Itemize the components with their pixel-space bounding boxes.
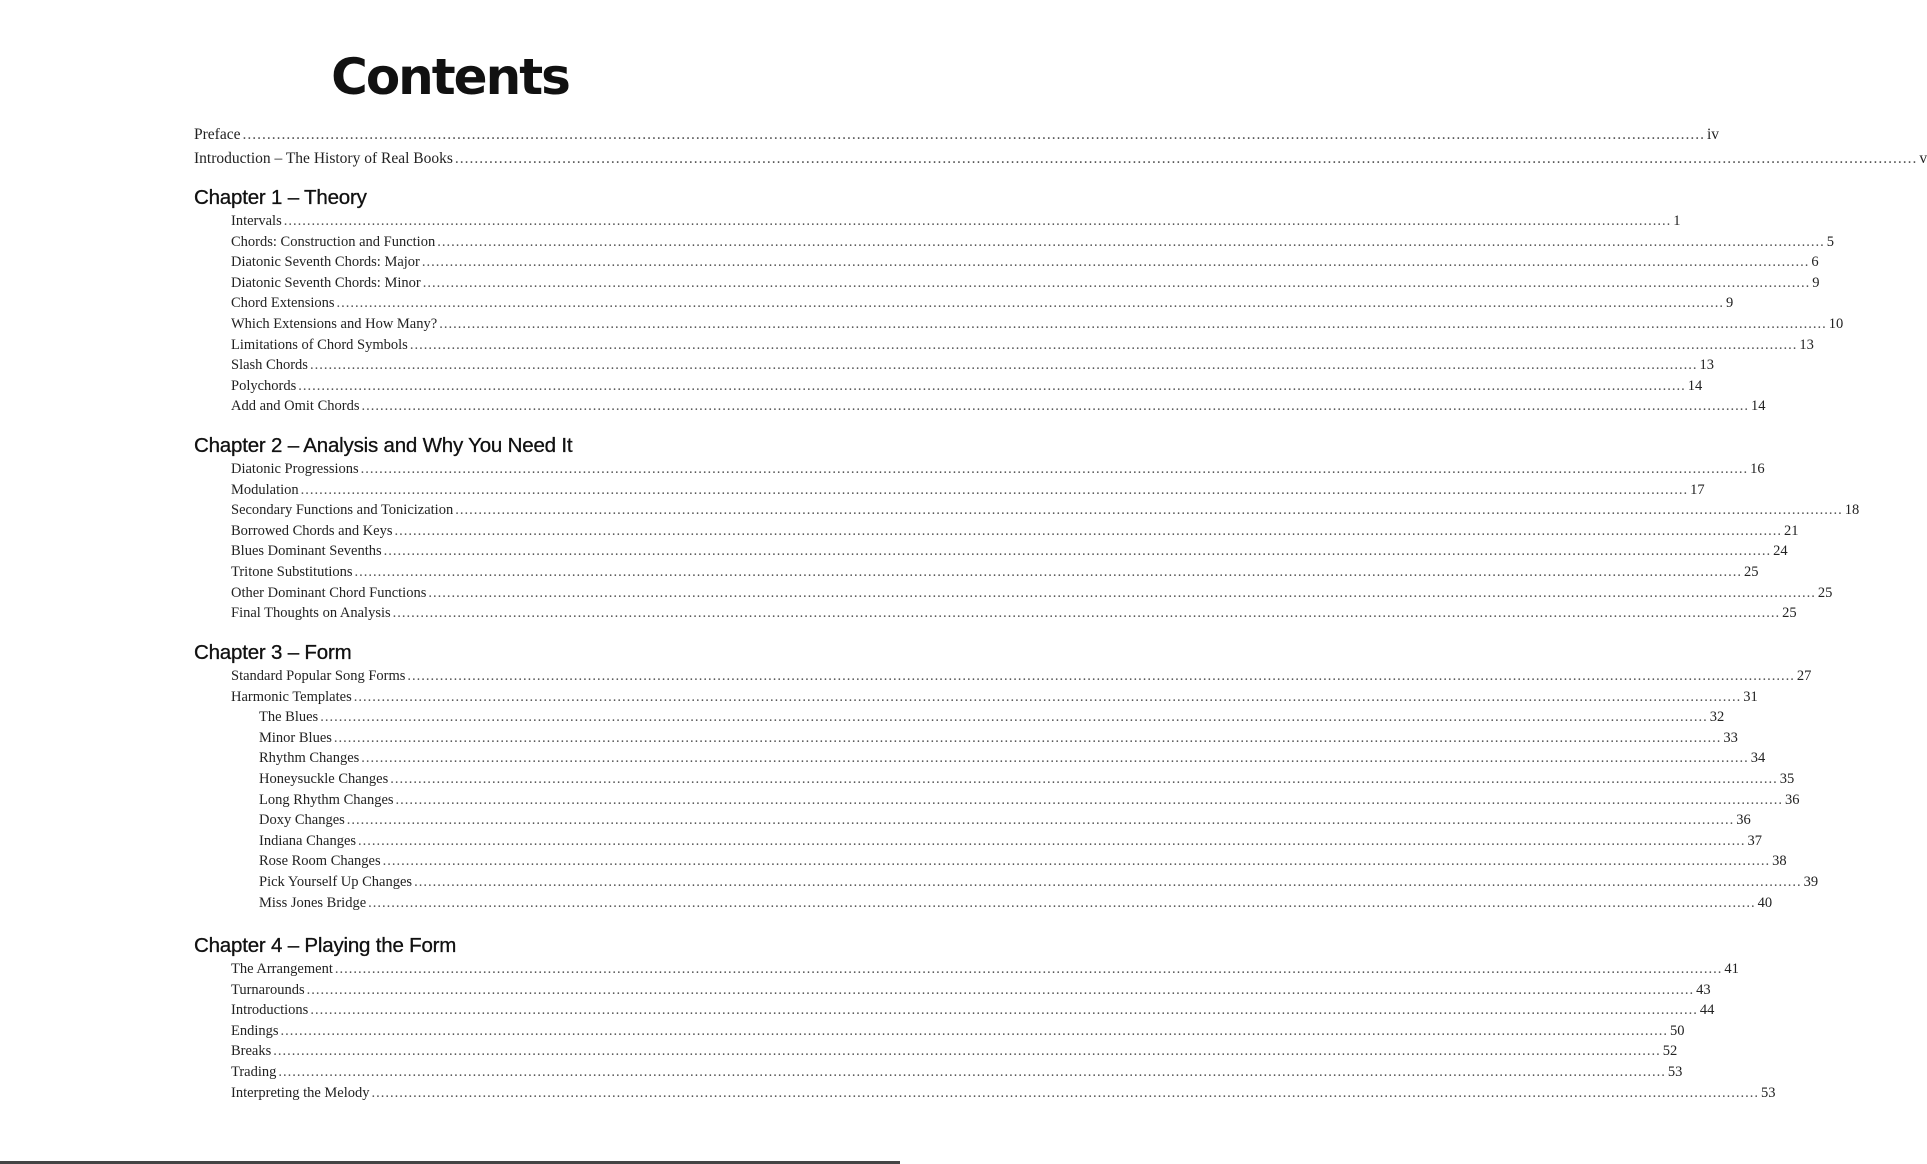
toc-entry-page: 43	[1696, 982, 1711, 998]
toc-entry-title: Miss Jones Bridge	[259, 895, 367, 911]
toc-entry-page: 5	[1826, 234, 1834, 250]
dot-leader: ............................................................................................................................................................................................................................................................................................................	[455, 502, 1843, 518]
toc-entry[interactable]	[231, 357, 1714, 377]
dot-leader: ............................................................................................................................................................................................................................................................................................................	[310, 1002, 1698, 1018]
toc-entry-page: 25	[1782, 605, 1797, 621]
toc-entry-title: Secondary Functions and Tonicization	[231, 502, 454, 518]
dot-leader: ............................................................................................................................................................................................................................................................................................................	[371, 1085, 1760, 1101]
toc-entry-title: The Blues	[259, 709, 319, 725]
toc-entry[interactable]	[231, 213, 1681, 233]
page-title: Contents	[331, 48, 569, 106]
toc-entry-title: Slash Chords	[231, 357, 308, 373]
chapter-heading[interactable]: Chapter 2 – Analysis and Why You Need It	[194, 434, 573, 457]
toc-entry-page: 14	[1687, 378, 1703, 394]
toc-entry-page: 35	[1779, 771, 1795, 787]
toc-entry-page: 41	[1724, 961, 1739, 977]
toc-entry-title: Standard Popular Song Forms	[231, 668, 406, 684]
toc-entry-page: 16	[1750, 461, 1765, 477]
toc-entry-page: 33	[1723, 730, 1738, 746]
toc-entry[interactable]	[231, 482, 1705, 502]
chapter-heading[interactable]: Chapter 3 – Form	[194, 641, 352, 664]
dot-leader: ............................................................................................................................................................................................................................................................................................................	[346, 812, 1735, 828]
dot-leader: ............................................................................................................................................................................................................................................................................................................	[354, 564, 1743, 580]
toc-entry-page: 27	[1796, 668, 1812, 684]
toc-entry-title: Trading	[231, 1064, 277, 1080]
dot-leader: ............................................................................................................................................................................................................................................................................................................	[300, 482, 1689, 498]
toc-entry[interactable]	[231, 1002, 1715, 1022]
toc-entry-page: 24	[1773, 543, 1788, 559]
dot-leader: ............................................................................................................................................................................................................................................................................................................	[353, 689, 1742, 705]
toc-entry-title: Diatonic Seventh Chords: Major	[231, 254, 420, 270]
dot-leader: ............................................................................................................................................................................................................................................................................................................	[454, 150, 1918, 167]
dot-leader: ............................................................................................................................................................................................................................................................................................................	[309, 357, 1698, 373]
dot-leader: ............................................................................................................................................................................................................................................................................................................	[368, 895, 1756, 911]
toc-entry-page: 1	[1673, 213, 1681, 229]
toc-entry-title: Doxy Changes	[259, 812, 345, 828]
toc-entry[interactable]	[231, 337, 1814, 357]
toc-entry[interactable]	[231, 1043, 1678, 1063]
toc-entry[interactable]	[259, 792, 1800, 812]
dot-leader: ............................................................................................................................................................................................................................................................................................................	[361, 398, 1749, 414]
toc-entry-page: 9	[1726, 295, 1734, 311]
dot-leader: ............................................................................................................................................................................................................................................................................................................	[242, 126, 1705, 143]
dot-leader: ............................................................................................................................................................................................................................................................................................................	[407, 668, 1795, 684]
toc-entry-page: 25	[1744, 564, 1759, 580]
dot-leader: ............................................................................................................................................................................................................................................................................................................	[280, 1023, 1669, 1039]
toc-entry[interactable]	[231, 316, 1844, 336]
dot-leader: ............................................................................................................................................................................................................................................................................................................	[273, 1043, 1661, 1059]
dot-leader: ............................................................................................................................................................................................................................................................................................................	[428, 585, 1816, 601]
toc-entry-title: Modulation	[231, 482, 299, 498]
toc-entry[interactable]	[231, 564, 1759, 584]
dot-leader: ............................................................................................................................................................................................................................................................................................................	[298, 378, 1686, 394]
dot-leader: ............................................................................................................................................................................................................................................................................................................	[394, 523, 1782, 539]
toc-entry-title: Harmonic Templates	[231, 689, 352, 705]
toc-entry-title: Turnarounds	[231, 982, 305, 998]
toc-entry[interactable]	[231, 378, 1703, 398]
toc-entry[interactable]	[231, 398, 1766, 418]
chapter-heading[interactable]: Chapter 4 – Playing the Form	[194, 934, 457, 957]
toc-entry-page: 10	[1828, 316, 1844, 332]
toc-entry-page: 36	[1736, 812, 1751, 828]
dot-leader: ............................................................................................................................................................................................................................................................................................................	[395, 792, 1784, 808]
toc-entry-title: The Arrangement	[231, 961, 333, 977]
toc-entry-title: Endings	[231, 1023, 279, 1039]
toc-entry-page: 52	[1662, 1043, 1678, 1059]
toc-entry-page: 13	[1699, 357, 1714, 373]
toc-entry-page: v	[1919, 150, 1927, 167]
dot-leader: ............................................................................................................................................................................................................................................................................................................	[336, 295, 1725, 311]
toc-entry-title: Indiana Changes	[259, 833, 357, 849]
toc-entry-page: iv	[1706, 126, 1720, 143]
toc-entry-page: 53	[1761, 1085, 1776, 1101]
toc-entry[interactable]	[231, 234, 1834, 254]
dot-leader: ............................................................................................................................................................................................................................................................................................................	[360, 461, 1749, 477]
dot-leader: ............................................................................................................................................................................................................................................................................................................	[422, 275, 1811, 291]
toc-entry-page: 34	[1750, 750, 1766, 766]
toc-entry-page: 39	[1803, 874, 1819, 890]
toc-entry[interactable]	[231, 1023, 1685, 1043]
toc-entry-title: Diatonic Progressions	[231, 461, 359, 477]
toc-entry[interactable]	[231, 523, 1799, 543]
toc-entry[interactable]	[231, 689, 1758, 709]
toc-entry-title: Intervals	[231, 213, 282, 229]
toc-entry-title: Blues Dominant Sevenths	[231, 543, 382, 559]
toc-entry-title: Pick Yourself Up Changes	[259, 874, 413, 890]
toc-entry-title: Preface	[194, 126, 241, 143]
toc-entry[interactable]	[231, 254, 1819, 274]
toc-entry-title: Rose Room Changes	[259, 853, 381, 869]
toc-entry[interactable]	[231, 982, 1711, 1002]
toc-entry-page: 36	[1785, 792, 1800, 808]
toc-entry-title: Which Extensions and How Many?	[231, 316, 438, 332]
toc-entry-title: Tritone Substitutions	[231, 564, 353, 580]
toc-entry-title: Long Rhythm Changes	[259, 792, 394, 808]
toc-entry-title: Add and Omit Chords	[231, 398, 360, 414]
dot-leader: ............................................................................................................................................................................................................................................................................................................	[358, 833, 1746, 849]
toc-entry-page: 18	[1844, 502, 1860, 518]
toc-entry-page: 21	[1784, 523, 1799, 539]
toc-entry-title: Diatonic Seventh Chords: Minor	[231, 275, 421, 291]
dot-leader: ............................................................................................................................................................................................................................................................................................................	[283, 213, 1672, 229]
dot-leader: ............................................................................................................................................................................................................................................................................................................	[383, 543, 1772, 559]
toc-entry[interactable]	[231, 585, 1833, 605]
dot-leader: ............................................................................................................................................................................................................................................................................................................	[333, 730, 1722, 746]
toc-entry[interactable]	[194, 150, 1927, 170]
toc-entry[interactable]	[231, 275, 1820, 295]
toc-entry[interactable]	[231, 961, 1739, 981]
toc-entry[interactable]	[259, 812, 1751, 832]
toc-entry[interactable]	[231, 543, 1788, 563]
toc-entry-title: Introduction – The History of Real Books	[194, 150, 453, 167]
dot-leader: ............................................................................................................................................................................................................................................................................................................	[390, 771, 1778, 787]
toc-entry-title: Polychords	[231, 378, 297, 394]
toc-entry-title: Borrowed Chords and Keys	[231, 523, 393, 539]
toc-entry[interactable]	[231, 668, 1812, 688]
dot-leader: ............................................................................................................................................................................................................................................................................................................	[320, 709, 1708, 725]
toc-entry[interactable]	[259, 895, 1773, 915]
chapter-heading[interactable]: Chapter 1 – Theory	[194, 186, 367, 209]
toc-entry[interactable]	[231, 502, 1860, 522]
toc-entry-page: 40	[1757, 895, 1773, 911]
dot-leader: ............................................................................................................................................................................................................................................................................................................	[392, 605, 1781, 621]
dot-leader: ............................................................................................................................................................................................................................................................................................................	[278, 1064, 1666, 1080]
toc-entry[interactable]	[259, 853, 1787, 873]
toc-entry[interactable]	[231, 461, 1765, 481]
dot-leader: ............................................................................................................................................................................................................................................................................................................	[306, 982, 1695, 998]
toc-entry-page: 50	[1670, 1023, 1685, 1039]
toc-entry[interactable]	[259, 833, 1763, 853]
toc-entry-page: 32	[1709, 709, 1725, 725]
toc-entry-title: Chords: Construction and Function	[231, 234, 436, 250]
toc-entry[interactable]	[231, 1064, 1683, 1084]
toc-entry-title: Introductions	[231, 1002, 309, 1018]
dot-leader: ............................................................................................................................................................................................................................................................................................................	[421, 254, 1810, 270]
dot-leader: ............................................................................................................................................................................................................................................................................................................	[361, 750, 1749, 766]
toc-entry[interactable]	[259, 750, 1766, 770]
toc-entry-title: Chord Extensions	[231, 295, 335, 311]
toc-entry[interactable]	[259, 771, 1795, 791]
toc-entry[interactable]	[259, 730, 1738, 750]
toc-entry[interactable]	[231, 295, 1734, 315]
toc-entry-title: Honeysuckle Changes	[259, 771, 389, 787]
toc-entry[interactable]	[231, 605, 1797, 625]
toc-entry-title: Interpreting the Melody	[231, 1085, 370, 1101]
dot-leader: ............................................................................................................................................................................................................................................................................................................	[409, 337, 1798, 353]
toc-entry-page: 6	[1811, 254, 1819, 270]
toc-entry[interactable]	[259, 709, 1725, 729]
toc-entry-page: 31	[1743, 689, 1758, 705]
toc-entry-title: Breaks	[231, 1043, 272, 1059]
toc-entry[interactable]	[259, 874, 1819, 894]
toc-entry-title: Limitations of Chord Symbols	[231, 337, 408, 353]
toc-entry[interactable]	[194, 126, 1720, 146]
dot-leader: ............................................................................................................................................................................................................................................................................................................	[414, 874, 1802, 890]
toc-entry-page: 38	[1772, 853, 1787, 869]
toc-entry-page: 44	[1699, 1002, 1715, 1018]
dot-leader: ............................................................................................................................................................................................................................................................................................................	[382, 853, 1771, 869]
toc-entry[interactable]	[231, 1085, 1776, 1105]
toc-entry-page: 13	[1799, 337, 1814, 353]
toc-entry-title: Rhythm Changes	[259, 750, 360, 766]
dot-leader: ............................................................................................................................................................................................................................................................................................................	[439, 316, 1827, 332]
toc-entry-title: Minor Blues	[259, 730, 332, 746]
dot-leader: ............................................................................................................................................................................................................................................................................................................	[437, 234, 1825, 250]
toc-entry-page: 9	[1812, 275, 1820, 291]
toc-entry-page: 14	[1750, 398, 1766, 414]
toc-entry-page: 37	[1747, 833, 1763, 849]
toc-entry-page: 25	[1817, 585, 1833, 601]
toc-entry-title: Final Thoughts on Analysis	[231, 605, 391, 621]
toc-entry-page: 53	[1667, 1064, 1683, 1080]
toc-entry-title: Other Dominant Chord Functions	[231, 585, 427, 601]
toc-entry-page: 17	[1690, 482, 1705, 498]
dot-leader: ............................................................................................................................................................................................................................................................................................................	[334, 961, 1723, 977]
